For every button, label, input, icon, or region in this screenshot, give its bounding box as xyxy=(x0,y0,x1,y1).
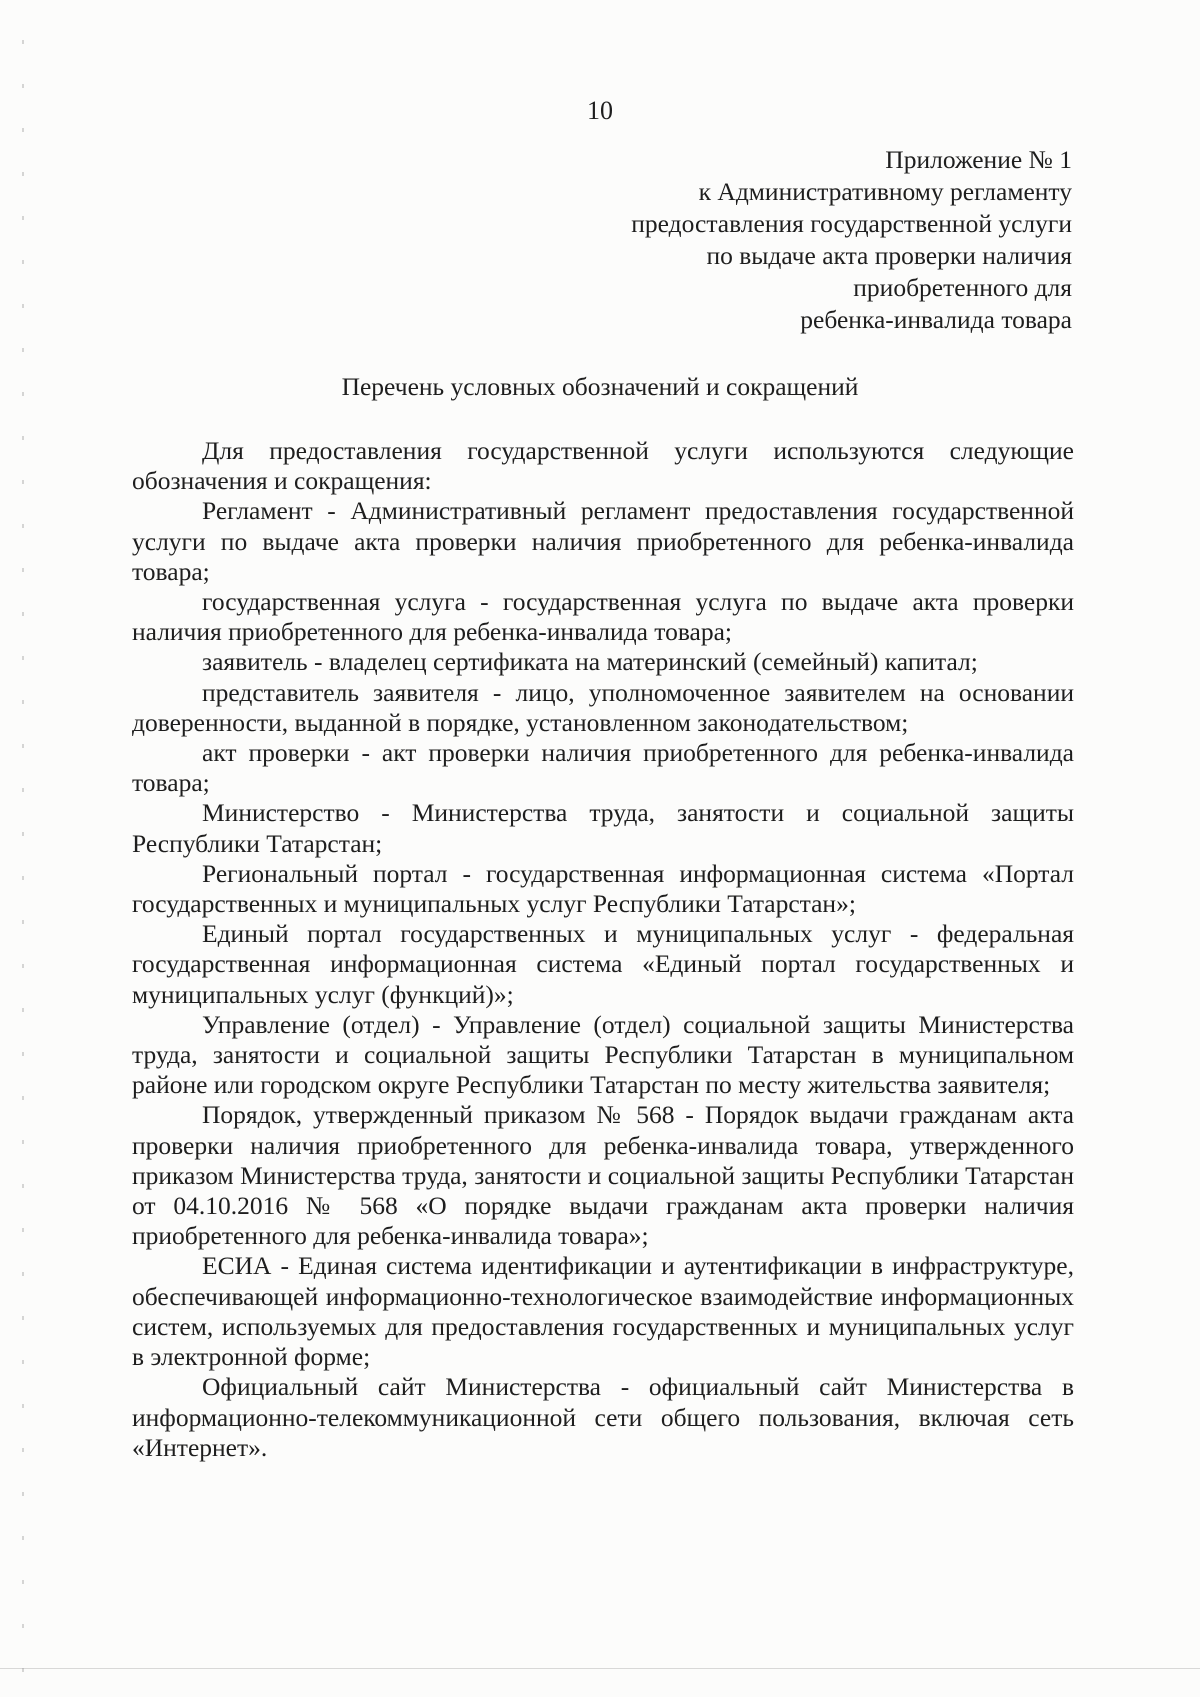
definition-regionalny-portal: Региональный портал - государственная информационная система «Портал государственных и муниципальных услуг Республики Татарстан»; xyxy=(132,858,1074,919)
definition-ediny-portal: Единый портал государственных и муниципальных услуг - федеральная государственная информационная система «Единый портал государственных и муниципальных услуг (функций)»; xyxy=(132,919,1074,1009)
appendix-line: ребенка-инвалида товара xyxy=(800,305,1072,334)
definition-upravlenie: Управление (отдел) - Управление (отдел) социальной защиты Министерства труда, занятости и социальной защиты Республики Татарстан в муниципальном районе или городском округе Республики Татарстан по месту жительства заявителя; xyxy=(132,1009,1074,1100)
appendix-header xyxy=(512,144,1072,336)
definition-akt-proverki: акт проверки - акт проверки наличия приобретенного для ребенка-инвалида товара; xyxy=(132,738,1074,798)
appendix-line: приобретенного для xyxy=(853,273,1072,302)
definition-esia: ЕСИА - Единая система идентификации и аутентификации в инфраструктуре, обеспечивающей информационно-технологическое взаимодействие информационных систем, используемых для предоставления государственных и муниципальных услуг в электронной форме; xyxy=(132,1251,1074,1372)
paragraph-intro: Для предоставления государственной услуги используются следующие обозначения и сокращения: xyxy=(132,436,1074,496)
definition-ministerstvo: Министерство - Министерства труда, занятости и социальной защиты Республики Татарстан; xyxy=(132,798,1074,858)
appendix-line: предоставления государственной услуги xyxy=(631,209,1072,238)
scan-edge-left xyxy=(22,0,24,1697)
page-number: 10 xyxy=(587,96,613,125)
document-title: Перечень условных обозначений и сокращений xyxy=(341,372,859,401)
definition-zayavitel: заявитель - владелец сертификата на материнский (семейный) капитал; xyxy=(202,647,978,677)
definition-poryadok: Порядок, утвержденный приказом № 568 - Порядок выдачи гражданам акта проверки наличия приобретенного для ребенка-инвалида товара, утвержденного приказом Министерства труда, занятости и социальной защиты Республики Татарстан от 04.10.2016 № 568 «О порядке выдачи гражданам акта проверки наличия приобретенного для ребенка-инвалида товара»; xyxy=(132,1100,1074,1251)
document-body xyxy=(132,436,1074,1463)
appendix-line: по выдаче акта проверки наличия xyxy=(706,241,1072,270)
appendix-line: к Административному регламенту xyxy=(698,177,1072,206)
definition-oficialny-sait: Официальный сайт Министерства - официальный сайт Министерства в информационно-телекоммуникационной сети общего пользования, включая сеть «Интернет». xyxy=(132,1372,1074,1462)
definition-gos-usluga: государственная услуга - государственная услуга по выдаче акта проверки наличия приобретенного для ребенка-инвалида товара; xyxy=(132,587,1074,647)
scan-edge-bottom xyxy=(0,1668,1200,1669)
definition-reglament: Регламент - Административный регламент предоставления государственной услуги по выдаче акта проверки наличия приобретенного для ребенка-инвалида товара; xyxy=(132,496,1074,586)
appendix-line: Приложение № 1 xyxy=(885,145,1072,174)
definition-predstavitel: представитель заявителя - лицо, уполномоченное заявителем на основании доверенности, выданной в порядке, установленном законодательством; xyxy=(132,677,1074,737)
